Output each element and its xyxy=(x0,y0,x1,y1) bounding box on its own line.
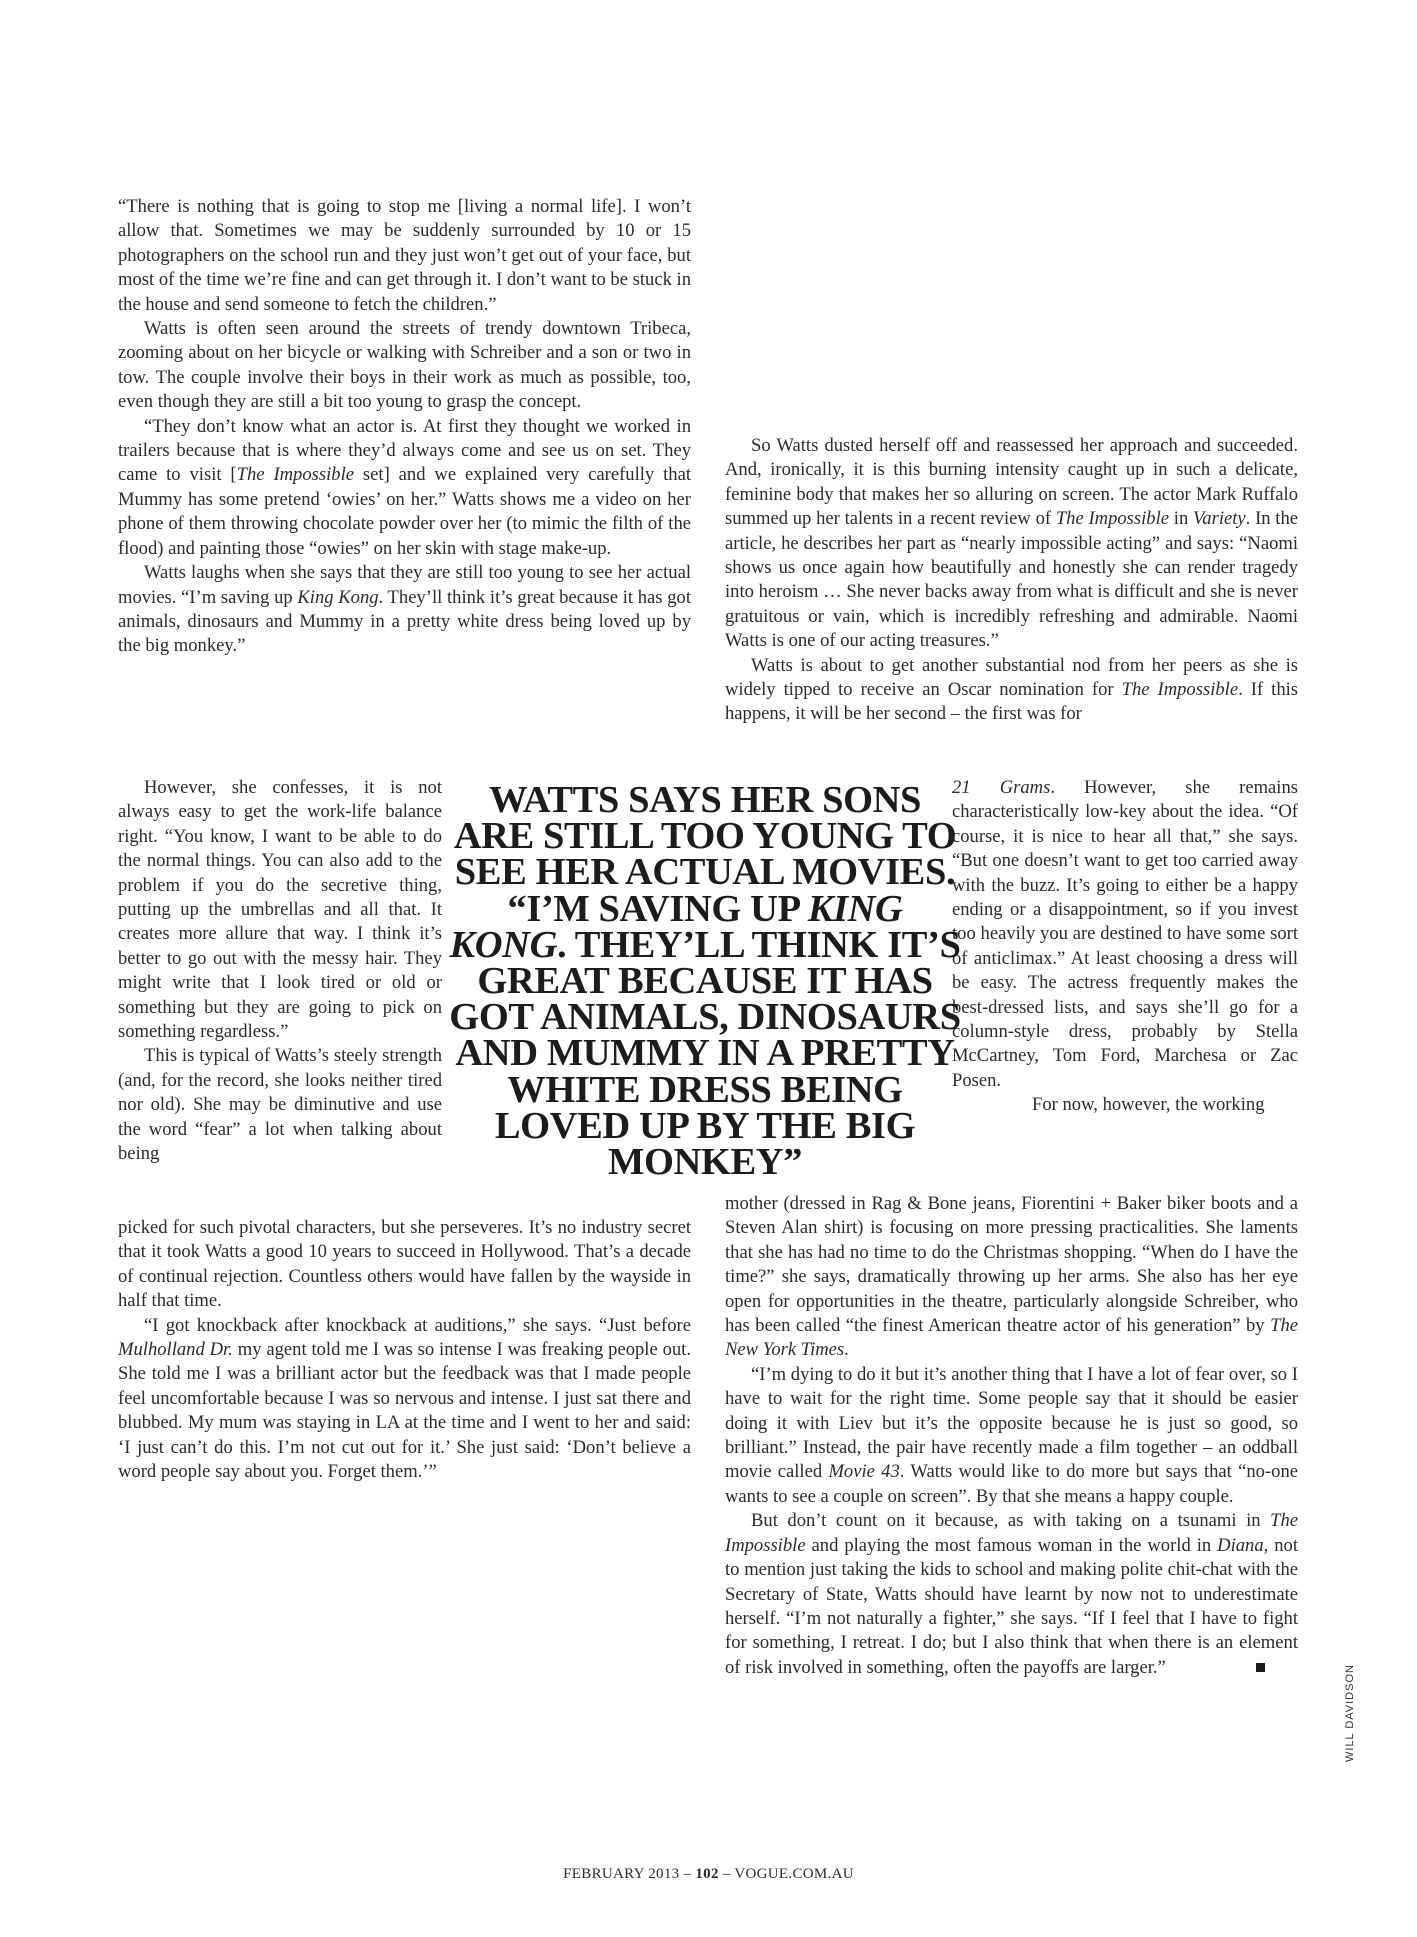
article-column-right-bottom xyxy=(725,1192,1298,1680)
paragraph: However, she confesses, it is not always easy to get the work-life balance right. “You know, I want to be able to do the normal things. You can also add to the problem if you do the secretive thing, putting up the umbrellas and all that. It creates more allure that way. I think it’s better to go out with the messy hair. They might write that I look tired or old or something but they are going to pick on something regardless.” xyxy=(118,777,442,1043)
paragraph: “I got knockback after knockback at auditions,” she says. “Just before Mulholland Dr. my agent told me I was so intense I was freaking people out. She told me I was a brilliant actor but the feedback was that I made people feel uncomfortable because I was so nervous and intense. I just sat there and blubbed. My mum was staying in LA at the time and I went to her and said: ‘I just can’t do this. I’m not cut out for it.’ She just said: ‘Don’t believe a word people say about you. Forget them.’” xyxy=(118,1314,691,1483)
paragraph: This is typical of Watts’s steely strength (and, for the record, she looks neither tired nor old). She may be diminutive and use the word “fear” a lot when talking about being xyxy=(118,1045,442,1165)
paragraph: Watts is often seen around the streets of trendy downtown Tribeca, zooming about on her bicycle or walking with Schreiber and a son or two in tow. The couple involve their boys in their work as much as possible, too, even though they are still a bit too young to grasp the concept. xyxy=(118,318,691,413)
article-column-left-top xyxy=(118,195,691,659)
paragraph: “There is nothing that is going to stop me [living a normal life]. I won’t allow that. Sometimes we may be suddenly surrounded by 10 or 15 photographers on the school run and they just won’t get out of your face, but most of the time we’re fine and can get through it. I don’t want to be stuck in the house and send someone to fetch the children.” xyxy=(118,196,691,315)
footer-site: – VOGUE.COM.AU xyxy=(722,1866,854,1882)
paragraph: “I’m dying to do it but it’s another thing that I have a lot of fear over, so I have to wait for the right time. Some people say that it should be easier doing it with Liev but it’s the opposite because he is just so good, so brilliant.” Instead, the pair have recently made a film together – an oddball movie called Movie 43. Watts would like to do more but says that “no-one wants to see a couple on screen”. By that she means a happy couple. xyxy=(725,1363,1298,1507)
paragraph: “They don’t know what an actor is. At first they thought we worked in trailers because that is where they’d always come and see us on set. They came to visit [The Impossible set] and we explained very carefully that Mummy has some pretend ‘owies’ on her.” Watts shows me a video on her phone of them throwing chocolate powder over her (to mimic the filth of the flood) and painting those “owies” on her skin with stage make-up. xyxy=(118,415,692,559)
end-of-article-icon xyxy=(1256,1663,1265,1672)
article-column-left-bottom xyxy=(118,1216,691,1484)
paragraph: Watts laughs when she says that they are still too young to see her actual movies. “I’m saving up King Kong. They’ll think it’s great because it has got animals, dinosaurs and Mummy in a pretty white dress being loved up by the big monkey.” xyxy=(118,562,691,657)
paragraph: 21 Grams. However, she remains characteristically low-key about the idea. “Of course, it is nice to hear all that,” she says. “But one doesn’t want to get too carried away with the buzz. It’s going to either be a happy ending or a disappointment, so if you invest too heavily you are destined to have some sort of anticlimax.” At least choosing a dress will be easy. The actress frequently makes the best-dressed lists, and says she’ll go for a column-style dress, probably by Stella McCartney, Tom Ford, Marchesa or Zac Posen. xyxy=(952,777,1298,1091)
photo-credit: WILL DAVIDSON xyxy=(1344,1664,1356,1762)
paragraph: picked for such pivotal characters, but she perseveres. It’s no industry secret that it took Watts a good 10 years to succeed in Hollywood. That’s a decade of continual rejection. Countless others would have fallen by the wayside in half that time. xyxy=(118,1217,691,1312)
paragraph: So Watts dusted herself off and reassessed her approach and succeeded. And, ironically, it is this burning intensity caught up in such a delicate, feminine body that makes her so alluring on screen. The actor Mark Ruffalo summed up her talents in a recent review of The Impossible in Variety. In the article, he describes her part as “nearly impossible acting” and says: “Naomi shows us once again how beautifully and honestly she can render tragedy into heroism … She never backs away from what is difficult and she is never gratuitous or vain, which is incredibly refreshing and admirable. Naomi Watts is one of our acting treasures.” xyxy=(725,435,1299,652)
paragraph: But don’t count on it because, as with taking on a tsunami in The Impossible and playing the most famous woman in the world in Diana, not to mention just taking the kids to school and making polite chit-chat with the Secretary of State, Watts should have learnt by now not to underestimate herself. “I’m not naturally a fighter,” she says. “If I feel that I have to fight for something, I retreat. I do; but I also think that when there is an element of risk involved in something, often the payoffs are larger.” xyxy=(725,1510,1298,1678)
article-column-right-top xyxy=(725,434,1298,727)
footer-date: FEBRUARY 2013 – xyxy=(563,1866,692,1882)
paragraph: Watts is about to get another substantial nod from her peers as she is widely tipped to receive an Oscar nomination for The Impossible. If this happens, it will be her second – the first was for xyxy=(725,654,1299,725)
paragraph: mother (dressed in Rag & Bone jeans, Fiorentini + Baker biker boots and a Steven Alan shirt) is focusing on more pressing practicalities. She laments that she has had no time to do the Christmas shopping. “When do I have the time?” she says, dramatically throwing up her arms. She also has her eye open for opportunities in the theatre, particularly alongside Schreiber, who has been called “the finest American theatre actor of his generation” by The New York Times. xyxy=(725,1193,1298,1361)
pull-quote: WATTS SAYS HER SONS ARE STILL TOO YOUNG TO SEE HER ACTUAL MOVIES. “I’M SAVING UP KING KONG. THEY’LL THINK IT’S GREAT BECAUSE IT HAS GOT ANIMALS, DINOSAURS AND MUMMY IN A PRETTY WHITE DRESS BEING LOVED UP BY THE BIG MONKEY” xyxy=(449,779,961,1184)
article-column-left-wrap xyxy=(118,776,442,1167)
page-footer xyxy=(0,1866,1417,1883)
paragraph: For now, however, the working xyxy=(1032,1094,1265,1116)
article-column-right-wrap xyxy=(952,776,1298,1118)
page-number: 102 xyxy=(695,1866,719,1882)
